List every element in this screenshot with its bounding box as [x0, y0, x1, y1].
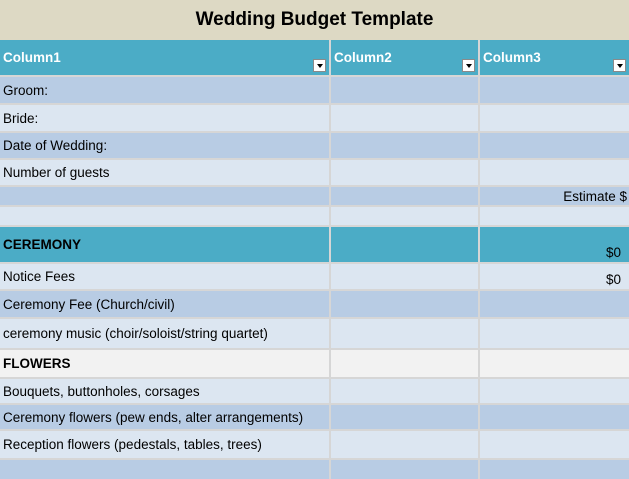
bride-label: Bride: [3, 110, 39, 126]
table-row [0, 207, 629, 227]
column-header-1[interactable] [0, 40, 331, 77]
estimate-row-cell-2[interactable] [331, 187, 480, 207]
reception-flowers-label: Reception flowers (pedestals, tables, trees) [3, 437, 262, 452]
guests-label: Number of guests [3, 165, 110, 180]
filter-dropdown-icon[interactable] [613, 59, 626, 72]
column-header-2[interactable] [331, 40, 480, 77]
section-row-ceremony [0, 227, 629, 264]
table-row [0, 187, 629, 207]
filter-dropdown-icon[interactable] [462, 59, 475, 72]
table-row [0, 319, 629, 350]
section-row-flowers [0, 350, 629, 379]
table-row [0, 291, 629, 319]
ceremony-fee-label: Ceremony Fee (Church/civil) [3, 296, 175, 312]
reception-flowers-cell-3[interactable] [480, 431, 629, 460]
column-header-3-label: Column3 [483, 50, 541, 65]
ceremony-fee-cell-3[interactable] [480, 291, 629, 319]
table-row [0, 133, 629, 160]
table-header-row [0, 40, 629, 77]
ceremony-flowers-cell-3[interactable] [480, 405, 629, 431]
groom-label-cell[interactable] [0, 77, 331, 105]
guests-label-cell[interactable] [0, 160, 331, 187]
bride-extra-cell[interactable] [480, 105, 629, 133]
notice-fees-value-cell[interactable] [480, 264, 629, 291]
date-extra-cell[interactable] [480, 133, 629, 160]
groom-value-cell[interactable] [331, 77, 480, 105]
flowers-cell-3[interactable] [480, 350, 629, 379]
date-value-cell[interactable] [331, 133, 480, 160]
notice-fees-label: Notice Fees [3, 269, 76, 284]
table-row [0, 379, 629, 405]
partial-row-cell-1[interactable] [0, 460, 331, 479]
bouquets-label: Bouquets, buttonholes, corsages [3, 383, 200, 399]
date-label-cell[interactable] [0, 133, 331, 160]
reception-flowers-label-cell[interactable] [0, 431, 331, 460]
bouquets-cell-2[interactable] [331, 379, 480, 405]
bouquets-cell-3[interactable] [480, 379, 629, 405]
table-row [0, 105, 629, 133]
ceremony-heading-cell[interactable] [0, 227, 331, 264]
table-row [0, 264, 629, 291]
ceremony-flowers-label-cell[interactable] [0, 405, 331, 431]
date-label: Date of Wedding: [3, 138, 108, 153]
bride-label-cell[interactable] [0, 105, 331, 133]
flowers-cell-2[interactable] [331, 350, 480, 379]
partial-row-cell-2[interactable] [331, 460, 480, 479]
ceremony-music-label-cell[interactable] [0, 319, 331, 350]
ceremony-cell-2[interactable] [331, 227, 480, 264]
guests-value-cell[interactable] [331, 160, 480, 187]
groom-extra-cell[interactable] [480, 77, 629, 105]
ceremony-total: $0 [605, 245, 621, 260]
bride-value-cell[interactable] [331, 105, 480, 133]
guests-extra-cell[interactable] [480, 160, 629, 187]
blank-cell-1[interactable] [0, 207, 331, 227]
estimate-header-cell[interactable] [480, 187, 629, 207]
bouquets-label-cell[interactable] [0, 379, 331, 405]
flowers-heading: FLOWERS [3, 356, 71, 371]
ceremony-total-cell[interactable] [480, 227, 629, 264]
notice-fees-cell-2[interactable] [331, 264, 480, 291]
estimate-label: Estimate $ [563, 188, 627, 204]
reception-flowers-cell-2[interactable] [331, 431, 480, 460]
ceremony-fee-cell-2[interactable] [331, 291, 480, 319]
blank-cell-3[interactable] [480, 207, 629, 227]
notice-fees-value: $0 [605, 272, 621, 287]
column-header-3[interactable] [480, 40, 629, 77]
table-row [0, 160, 629, 187]
partial-row-cell-3[interactable] [480, 460, 629, 479]
table-row [0, 405, 629, 431]
sheet-title: Wedding Budget Template [0, 0, 629, 40]
ceremony-flowers-cell-2[interactable] [331, 405, 480, 431]
ceremony-music-cell-3[interactable] [480, 319, 629, 350]
groom-label: Groom: [3, 82, 49, 98]
ceremony-flowers-label: Ceremony flowers (pew ends, alter arrangements) [3, 409, 304, 425]
ceremony-music-label: ceremony music (choir/soloist/string quartet) [3, 326, 268, 341]
table-row [0, 460, 629, 479]
ceremony-heading: CEREMONY [3, 237, 82, 252]
ceremony-fee-label-cell[interactable] [0, 291, 331, 319]
estimate-row-cell-1[interactable] [0, 187, 331, 207]
ceremony-music-cell-2[interactable] [331, 319, 480, 350]
filter-dropdown-icon[interactable] [313, 59, 326, 72]
notice-fees-label-cell[interactable] [0, 264, 331, 291]
column-header-2-label: Column2 [334, 50, 392, 65]
column-header-1-label: Column1 [3, 50, 61, 65]
table-row [0, 431, 629, 460]
table-row [0, 77, 629, 105]
flowers-heading-cell[interactable] [0, 350, 331, 379]
blank-cell-2[interactable] [331, 207, 480, 227]
